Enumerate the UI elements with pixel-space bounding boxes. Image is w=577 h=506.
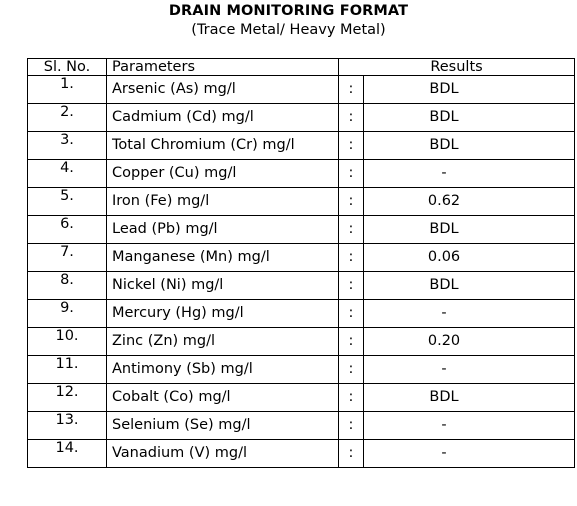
row-parameter: Zinc (Zn) mg/l xyxy=(107,328,339,356)
row-separator: : xyxy=(339,328,364,356)
row-result: BDL xyxy=(364,76,575,104)
row-sl-no: 6. xyxy=(28,216,107,244)
table-row xyxy=(28,132,575,160)
row-separator: : xyxy=(339,216,364,244)
row-parameter: Copper (Cu) mg/l xyxy=(107,160,339,188)
row-parameter: Vanadium (V) mg/l xyxy=(107,440,339,468)
row-sl-no: 1. xyxy=(28,76,107,104)
row-parameter: Cobalt (Co) mg/l xyxy=(107,384,339,412)
row-sl-no: 11. xyxy=(28,356,107,384)
table-row xyxy=(28,384,575,412)
row-result: 0.20 xyxy=(364,328,575,356)
header-sl-no: Sl. No. xyxy=(28,59,107,76)
table-row xyxy=(28,356,575,384)
results-table xyxy=(27,58,575,468)
row-result: - xyxy=(364,440,575,468)
row-sl-no: 2. xyxy=(28,104,107,132)
header-results: Results xyxy=(339,59,575,76)
row-result: BDL xyxy=(364,384,575,412)
row-separator: : xyxy=(339,412,364,440)
table-row xyxy=(28,188,575,216)
row-result: BDL xyxy=(364,272,575,300)
row-sl-no: 9. xyxy=(28,300,107,328)
row-sl-no: 3. xyxy=(28,132,107,160)
row-separator: : xyxy=(339,76,364,104)
row-separator: : xyxy=(339,384,364,412)
row-result: 0.62 xyxy=(364,188,575,216)
row-separator: : xyxy=(339,272,364,300)
document-title: DRAIN MONITORING FORMAT xyxy=(168,3,409,19)
row-result: BDL xyxy=(364,216,575,244)
row-separator: : xyxy=(339,356,364,384)
row-parameter: Total Chromium (Cr) mg/l xyxy=(107,132,339,160)
row-result: BDL xyxy=(364,132,575,160)
table-row xyxy=(28,216,575,244)
row-parameter: Nickel (Ni) mg/l xyxy=(107,272,339,300)
row-parameter: Iron (Fe) mg/l xyxy=(107,188,339,216)
row-result: 0.06 xyxy=(364,244,575,272)
row-parameter: Selenium (Se) mg/l xyxy=(107,412,339,440)
row-sl-no: 13. xyxy=(28,412,107,440)
row-separator: : xyxy=(339,160,364,188)
table-header-row xyxy=(28,59,575,76)
table-row xyxy=(28,104,575,132)
row-separator: : xyxy=(339,244,364,272)
row-separator: : xyxy=(339,188,364,216)
row-sl-no: 4. xyxy=(28,160,107,188)
document-subtitle: (Trace Metal/ Heavy Metal) xyxy=(191,22,386,38)
row-sl-no: 8. xyxy=(28,272,107,300)
table-row xyxy=(28,244,575,272)
row-result: - xyxy=(364,160,575,188)
row-parameter: Lead (Pb) mg/l xyxy=(107,216,339,244)
table-row xyxy=(28,76,575,104)
header-parameters: Parameters xyxy=(107,59,339,76)
table-row xyxy=(28,328,575,356)
row-parameter: Antimony (Sb) mg/l xyxy=(107,356,339,384)
table-body xyxy=(28,76,575,468)
row-separator: : xyxy=(339,300,364,328)
row-result: BDL xyxy=(364,104,575,132)
row-result: - xyxy=(364,412,575,440)
row-separator: : xyxy=(339,440,364,468)
row-sl-no: 14. xyxy=(28,440,107,468)
table-row xyxy=(28,440,575,468)
table-row xyxy=(28,300,575,328)
row-result: - xyxy=(364,300,575,328)
row-sl-no: 10. xyxy=(28,328,107,356)
row-sl-no: 5. xyxy=(28,188,107,216)
row-parameter: Cadmium (Cd) mg/l xyxy=(107,104,339,132)
row-sl-no: 12. xyxy=(28,384,107,412)
row-sl-no: 7. xyxy=(28,244,107,272)
table-row xyxy=(28,272,575,300)
row-result: - xyxy=(364,356,575,384)
row-parameter: Mercury (Hg) mg/l xyxy=(107,300,339,328)
table-row xyxy=(28,412,575,440)
row-separator: : xyxy=(339,132,364,160)
row-parameter: Manganese (Mn) mg/l xyxy=(107,244,339,272)
row-parameter: Arsenic (As) mg/l xyxy=(107,76,339,104)
row-separator: : xyxy=(339,104,364,132)
table-row xyxy=(28,160,575,188)
